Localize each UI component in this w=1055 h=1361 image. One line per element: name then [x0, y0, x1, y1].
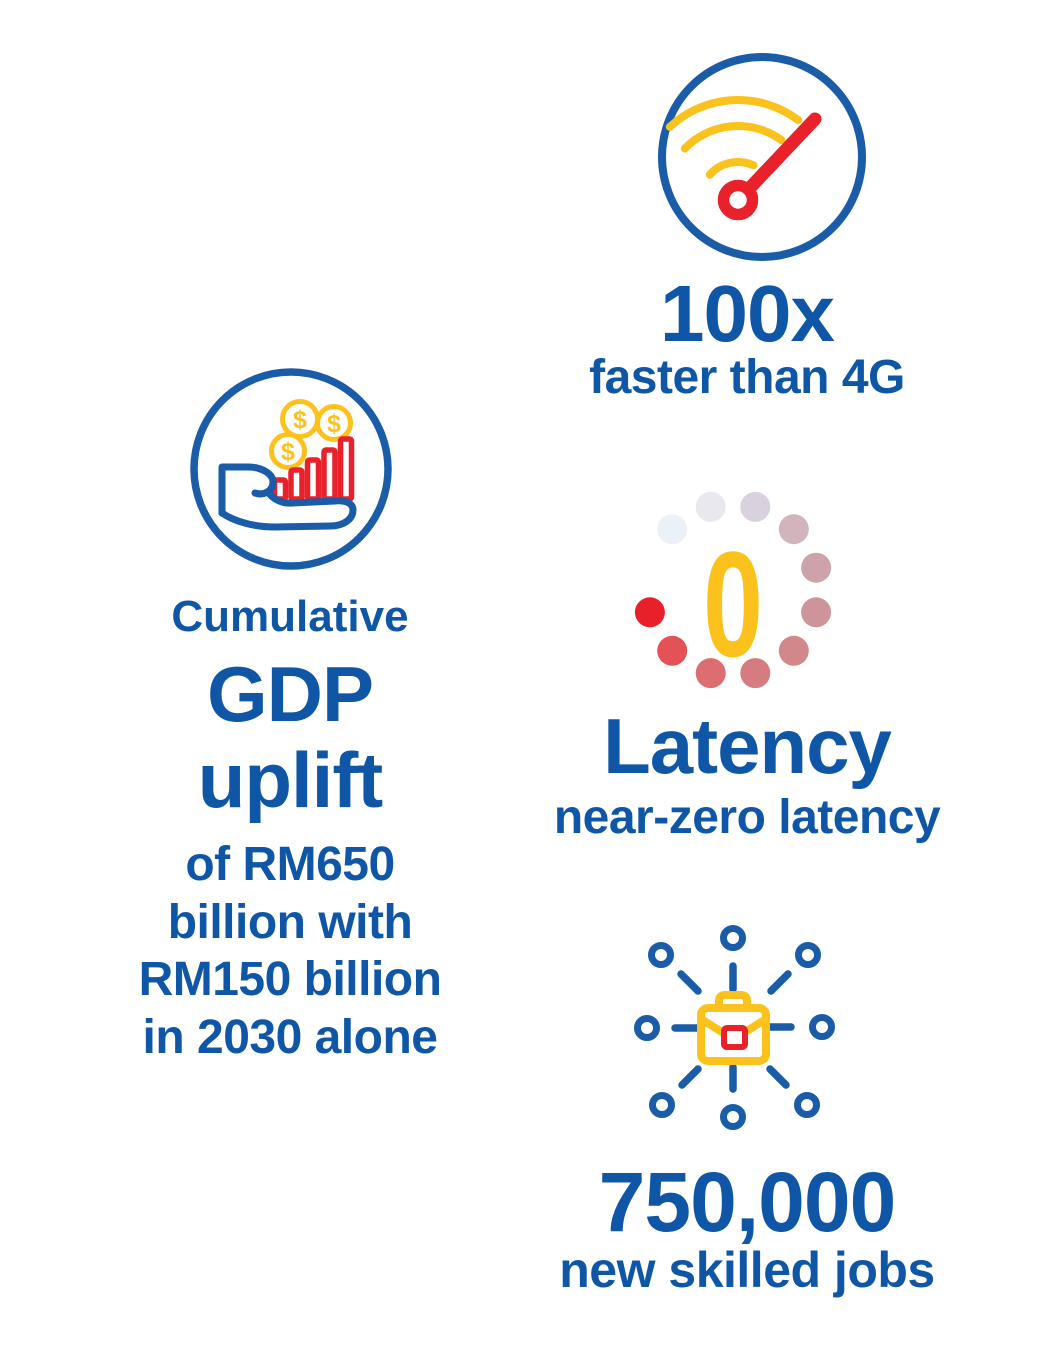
gdp-title: Cumulative: [171, 592, 409, 641]
spinner-dot: [657, 636, 687, 666]
spinner-dot: [779, 636, 809, 666]
speedometer-icon: [650, 45, 874, 269]
hand-coins-chart-icon: [185, 363, 397, 575]
gdp-detail: [35, 836, 545, 1066]
gdp-detail-line: in 2030 alone: [142, 1010, 438, 1064]
coin-dollar-sign: $: [281, 438, 295, 466]
spinner-dot: [740, 492, 770, 522]
zero-glyph: 0: [702, 520, 764, 689]
gdp-detail-line: of RM650: [185, 838, 395, 891]
latency-value: Latency: [603, 702, 891, 790]
coin-dollar-sign: $: [293, 406, 307, 434]
spinner-dot: [657, 514, 687, 544]
briefcase-buckle: [724, 1028, 745, 1047]
gdp-detail-line: RM150 billion: [138, 953, 442, 1006]
jobs-value: 750,000: [598, 1155, 896, 1249]
coin-dollar-sign: $: [327, 410, 341, 438]
gdp-headline-line1: GDP: [206, 650, 374, 738]
briefcase-network-icon: [631, 917, 835, 1151]
spinner-dot: [696, 492, 726, 522]
zero-latency-spinner-icon: [631, 488, 835, 692]
spinner-dot: [779, 514, 809, 544]
latency-label: near-zero latency: [553, 791, 941, 844]
spinner-dot: [801, 597, 831, 627]
speed-value: 100x: [660, 269, 834, 358]
speedometer-ring: [662, 57, 862, 257]
gdp-headline-line2: uplift: [197, 736, 383, 824]
gdp-detail-line: billion with: [167, 895, 413, 949]
spinner-dot: [635, 597, 665, 627]
jobs-label: new skilled jobs: [559, 1242, 935, 1298]
spinner-dot: [801, 553, 831, 583]
speed-label: faster than 4G: [589, 351, 905, 404]
